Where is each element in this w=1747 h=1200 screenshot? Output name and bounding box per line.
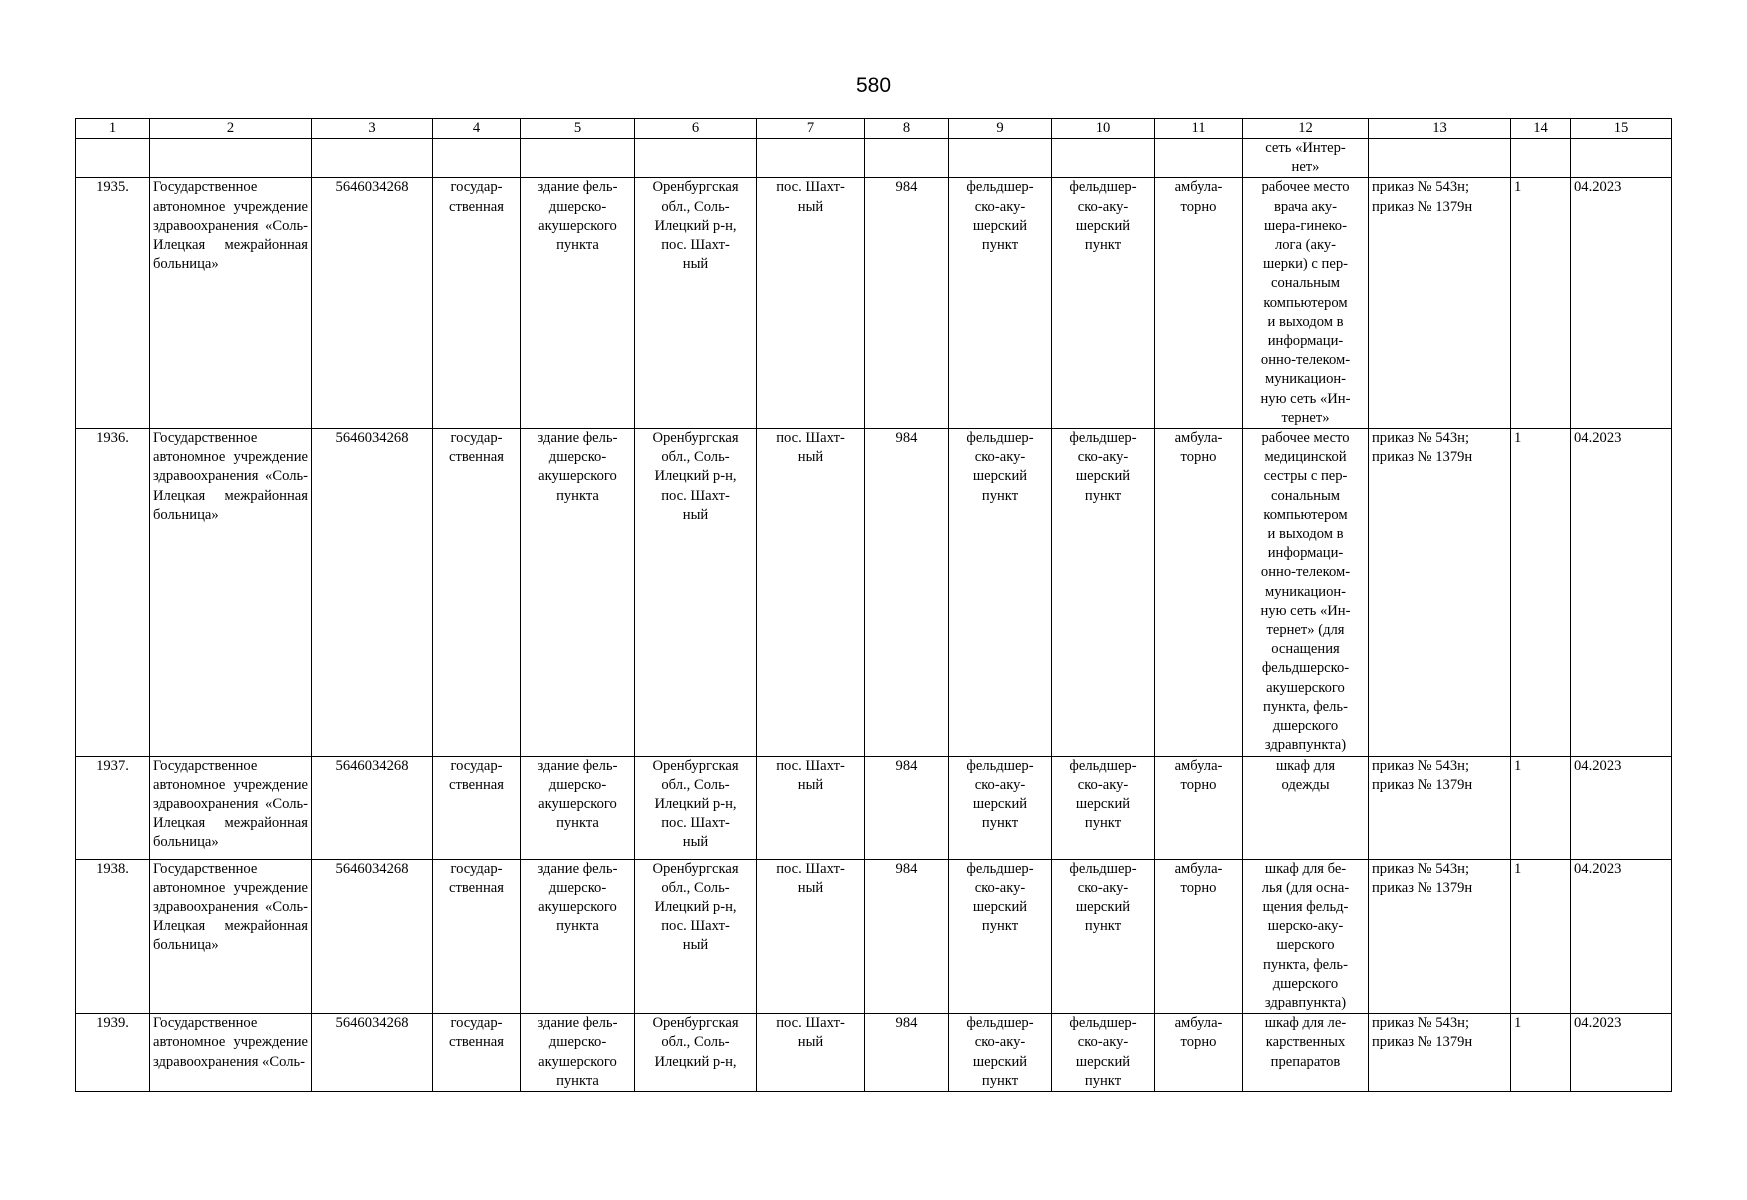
unit-cell: фельдшер- ско-аку- шерский пункт	[949, 1014, 1052, 1092]
column-header-6: 6	[635, 119, 757, 139]
quantity-cell: 1	[1511, 756, 1571, 859]
address-cell: Оренбургская обл., Соль- Илецкий р-н, пос. Шахт- ный	[635, 429, 757, 756]
equipment-cell: рабочее место медицинской сестры с пер- сональным компьютером и выходом в информаци- онно-телеком- муникацион- ную сеть «Ин- тернет» (для оснащения фельдшерско- акушерского пункта, фель- дшерского здравпункта)	[1243, 429, 1369, 756]
column-header-12: 12	[1243, 119, 1369, 139]
order-cell: приказ № 543н; приказ № 1379н	[1369, 1014, 1511, 1092]
inn-cell: 5646034268	[312, 756, 433, 859]
unit-cell: фельдшер- ско-аку- шерский пункт	[949, 756, 1052, 859]
building-cell: здание фель- дшерско- акушерского пункта	[521, 756, 635, 859]
ownership-cell: государ- ственная	[433, 756, 521, 859]
building-cell: здание фель- дшерско- акушерского пункта	[521, 178, 635, 429]
ownership-cell: государ- ственная	[433, 178, 521, 429]
subunit-cell: фельдшер- ско-аку- шерский пункт	[1052, 178, 1155, 429]
code-cell: 984	[865, 178, 949, 429]
address-cell: Оренбургская обл., Соль- Илецкий р-н, пос. Шахт- ный	[635, 756, 757, 859]
row-number-cell: 1936.	[76, 429, 150, 756]
locality-cell: пос. Шахт- ный	[757, 859, 865, 1014]
column-header-11: 11	[1155, 119, 1243, 139]
building-cell: здание фель- дшерско- акушерского пункта	[521, 859, 635, 1014]
table-row	[76, 1014, 1672, 1092]
locality-cell: пос. Шахт- ный	[757, 178, 865, 429]
code-cell: 984	[865, 859, 949, 1014]
inn-cell: 5646034268	[312, 429, 433, 756]
inn-cell: 5646034268	[312, 1014, 433, 1092]
continuation-row	[76, 139, 1672, 178]
inn-cell: 5646034268	[312, 178, 433, 429]
order-cell: приказ № 543н; приказ № 1379н	[1369, 756, 1511, 859]
equipment-cell: сеть «Интер- нет»	[1243, 139, 1369, 178]
unit-cell: фельдшер- ско-аку- шерский пункт	[949, 859, 1052, 1014]
quantity-cell: 1	[1511, 1014, 1571, 1092]
locality-cell: пос. Шахт- ный	[757, 756, 865, 859]
date-cell: 04.2023	[1571, 756, 1672, 859]
column-header-13: 13	[1369, 119, 1511, 139]
code-cell: 984	[865, 429, 949, 756]
equipment-cell: шкаф для одежды	[1243, 756, 1369, 859]
table-row	[76, 756, 1672, 859]
quantity-cell: 1	[1511, 429, 1571, 756]
ownership-cell: государ- ственная	[433, 429, 521, 756]
building-cell: здание фель- дшерско- акушерского пункта	[521, 429, 635, 756]
column-header-15: 15	[1571, 119, 1672, 139]
column-header-5: 5	[521, 119, 635, 139]
locality-cell: пос. Шахт- ный	[757, 1014, 865, 1092]
column-header-7: 7	[757, 119, 865, 139]
equipment-cell: рабочее место врача аку- шера-гинеко- лога (аку- шерки) с пер- сональным компьютером и выходом в информаци- онно-телеком- муникацион- ную сеть «Ин- тернет»	[1243, 178, 1369, 429]
organization-cell: Государственное автономное учреждение здравоохранения «Соль-Илецкая межрайонная больница»	[150, 178, 312, 429]
row-number-cell: 1937.	[76, 756, 150, 859]
table-row	[76, 178, 1672, 429]
column-header-10: 10	[1052, 119, 1155, 139]
address-cell: Оренбургская обл., Соль- Илецкий р-н, пос. Шахт- ный	[635, 859, 757, 1014]
column-header-9: 9	[949, 119, 1052, 139]
row-number-cell: 1938.	[76, 859, 150, 1014]
column-header-2: 2	[150, 119, 312, 139]
column-header-3: 3	[312, 119, 433, 139]
subunit-cell: фельдшер- ско-аку- шерский пункт	[1052, 859, 1155, 1014]
date-cell: 04.2023	[1571, 178, 1672, 429]
quantity-cell: 1	[1511, 859, 1571, 1014]
unit-cell: фельдшер- ско-аку- шерский пункт	[949, 429, 1052, 756]
column-number-row	[76, 119, 1672, 139]
address-cell: Оренбургская обл., Соль- Илецкий р-н,	[635, 1014, 757, 1092]
quantity-cell: 1	[1511, 178, 1571, 429]
inn-cell: 5646034268	[312, 859, 433, 1014]
care-type-cell: амбула- торно	[1155, 429, 1243, 756]
ownership-cell: государ- ственная	[433, 859, 521, 1014]
unit-cell: фельдшер- ско-аку- шерский пункт	[949, 178, 1052, 429]
building-cell: здание фель- дшерско- акушерского пункта	[521, 1014, 635, 1092]
address-cell: Оренбургская обл., Соль- Илецкий р-н, пос. Шахт- ный	[635, 178, 757, 429]
locality-cell: пос. Шахт- ный	[757, 429, 865, 756]
equipment-cell: шкаф для бе- лья (для осна- щения фельд- шерско-аку- шерского пункта, фель- дшерского здравпункта)	[1243, 859, 1369, 1014]
column-header-4: 4	[433, 119, 521, 139]
order-cell: приказ № 543н; приказ № 1379н	[1369, 429, 1511, 756]
column-header-1: 1	[76, 119, 150, 139]
care-type-cell: амбула- торно	[1155, 859, 1243, 1014]
column-header-14: 14	[1511, 119, 1571, 139]
date-cell: 04.2023	[1571, 859, 1672, 1014]
subunit-cell: фельдшер- ско-аку- шерский пункт	[1052, 429, 1155, 756]
order-cell: приказ № 543н; приказ № 1379н	[1369, 859, 1511, 1014]
code-cell: 984	[865, 1014, 949, 1092]
date-cell: 04.2023	[1571, 429, 1672, 756]
organization-cell: Государственное автономное учреждение здравоохранения «Соль-Илецкая межрайонная больница»	[150, 429, 312, 756]
care-type-cell: амбула- торно	[1155, 178, 1243, 429]
table-row	[76, 859, 1672, 1014]
organization-cell: Государственное автономное учреждение здравоохранения «Соль-	[150, 1014, 312, 1092]
column-header-8: 8	[865, 119, 949, 139]
equipment-cell: шкаф для ле- карственных препаратов	[1243, 1014, 1369, 1092]
row-number-cell: 1935.	[76, 178, 150, 429]
care-type-cell: амбула- торно	[1155, 756, 1243, 859]
order-cell: приказ № 543н; приказ № 1379н	[1369, 178, 1511, 429]
row-number-cell: 1939.	[76, 1014, 150, 1092]
subunit-cell: фельдшер- ско-аку- шерский пункт	[1052, 1014, 1155, 1092]
table-row	[76, 429, 1672, 756]
code-cell: 984	[865, 756, 949, 859]
date-cell: 04.2023	[1571, 1014, 1672, 1092]
care-type-cell: амбула- торно	[1155, 1014, 1243, 1092]
subunit-cell: фельдшер- ско-аку- шерский пункт	[1052, 756, 1155, 859]
page-number: 580	[855, 74, 892, 97]
organization-cell: Государственное автономное учреждение здравоохранения «Соль-Илецкая межрайонная больница»	[150, 756, 312, 859]
organization-cell: Государственное автономное учреждение здравоохранения «Соль-Илецкая межрайонная больница»	[150, 859, 312, 1014]
registry-table	[75, 118, 1672, 1092]
ownership-cell: государ- ственная	[433, 1014, 521, 1092]
